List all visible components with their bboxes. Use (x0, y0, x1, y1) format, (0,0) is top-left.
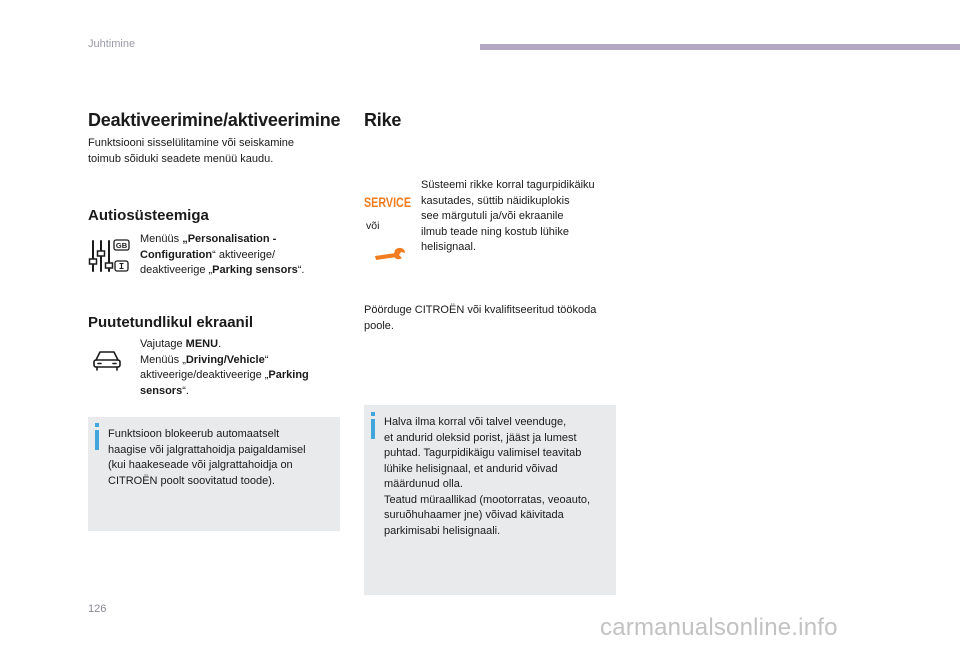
text: Vajutage (140, 338, 186, 350)
menu-path: Driving/Vehicle (185, 353, 265, 366)
touch-heading: Puutetundlikul ekraanil (88, 314, 254, 331)
text: deaktiveerige „ (140, 264, 213, 276)
note-line: suruõhuhaamer jne) võivad käivitada (384, 509, 564, 521)
text: “. (182, 384, 189, 397)
info-marker-icon (371, 419, 375, 439)
note-line: Teatud müraallikad (mootorratas, veoauto, (384, 493, 591, 506)
menu-option: sensors (140, 384, 183, 397)
note-line: CITROËN poolt soovitatud toode). (108, 474, 275, 487)
touch-line (140, 368, 309, 384)
contact-line: poole. (364, 319, 394, 332)
text: “ aktiveerige/ (212, 248, 276, 261)
gb-badge-text: GB (115, 241, 128, 250)
settings-sliders-icon (88, 238, 132, 274)
fault-line: ilmub teade ning kostub lühike (421, 225, 569, 238)
note-line: haagise või jalgrattahoidja paigaldamisel (108, 443, 306, 456)
service-warning-icon (364, 194, 412, 210)
audio-line (140, 248, 304, 264)
left-info-note (88, 417, 340, 531)
contact-text (364, 303, 596, 334)
right-info-note (364, 405, 616, 595)
text: Menüüs „ (140, 353, 186, 366)
note-line: et andurid oleksid porist, jääst ja lumest (384, 431, 577, 444)
menu-key: MENU (185, 338, 219, 350)
right-title: Rike (364, 110, 402, 130)
header-accent-bar (480, 44, 960, 50)
service-label: SERVICE (364, 195, 411, 210)
left-intro (88, 136, 294, 167)
left-note-text (108, 427, 306, 489)
text: Menüüs (140, 233, 183, 245)
menu-path: „Personalisation - (182, 233, 277, 245)
touch-line (140, 353, 309, 369)
note-line: Halva ilma korral või talvel veenduge, (384, 416, 567, 428)
note-line: lühike helisignaal, et andurid võivad (384, 462, 558, 475)
menu-option: Parking (268, 369, 309, 381)
text: “. (297, 264, 305, 276)
touch-instructions (140, 337, 309, 399)
left-title: Deaktiveerimine/aktiveerimine (88, 110, 341, 130)
watermark: carmanualsonline.info (600, 614, 838, 641)
note-line: puhtad. Tagurpidikäigu valimisel teavitab (384, 447, 582, 459)
note-line: Funktsioon blokeerub automaatselt (108, 428, 280, 440)
text: “ (264, 353, 269, 366)
menu-option: Parking sensors (212, 264, 298, 276)
or-label: või (366, 220, 380, 232)
left-intro-line: Funktsiooni sisselülitamine või seiskamine (88, 137, 295, 149)
section-label: Juhtimine (88, 38, 136, 50)
info-marker-icon (95, 430, 99, 450)
touch-line (140, 337, 309, 353)
contact-line: Pöörduge CITROËN või kvalifitseeritud töökoda (364, 304, 597, 316)
left-intro-line: toimub sõiduki seadete menüü kaudu. (88, 152, 274, 165)
menu-path: Configuration (140, 248, 213, 261)
fault-line: see märgutuli ja/või ekraanile (421, 210, 564, 222)
fault-line: helisignaal. (421, 241, 477, 253)
note-line: määrdunud olla. (384, 478, 463, 490)
touch-line (140, 384, 309, 400)
vehicle-icon (92, 348, 122, 372)
page-number: 126 (88, 603, 107, 615)
audio-line (140, 232, 304, 248)
wrench-icon (373, 245, 407, 265)
fault-line: Süsteemi rikke korral tagurpidikäiku (421, 179, 595, 191)
fault-line: kasutades, süttib näidikuplokis (421, 194, 570, 207)
note-line: (kui haakeseade või jalgrattahoidja on (108, 459, 293, 471)
text: . (218, 338, 222, 350)
audio-heading: Autiosüsteemiga (88, 207, 209, 224)
right-note-text (384, 415, 590, 539)
text: aktiveerige/deaktiveerige „ (140, 369, 269, 381)
audio-line (140, 263, 304, 279)
note-line: parkimisabi helisignaali. (384, 524, 501, 537)
audio-instructions (140, 232, 304, 279)
fault-description (421, 178, 595, 256)
